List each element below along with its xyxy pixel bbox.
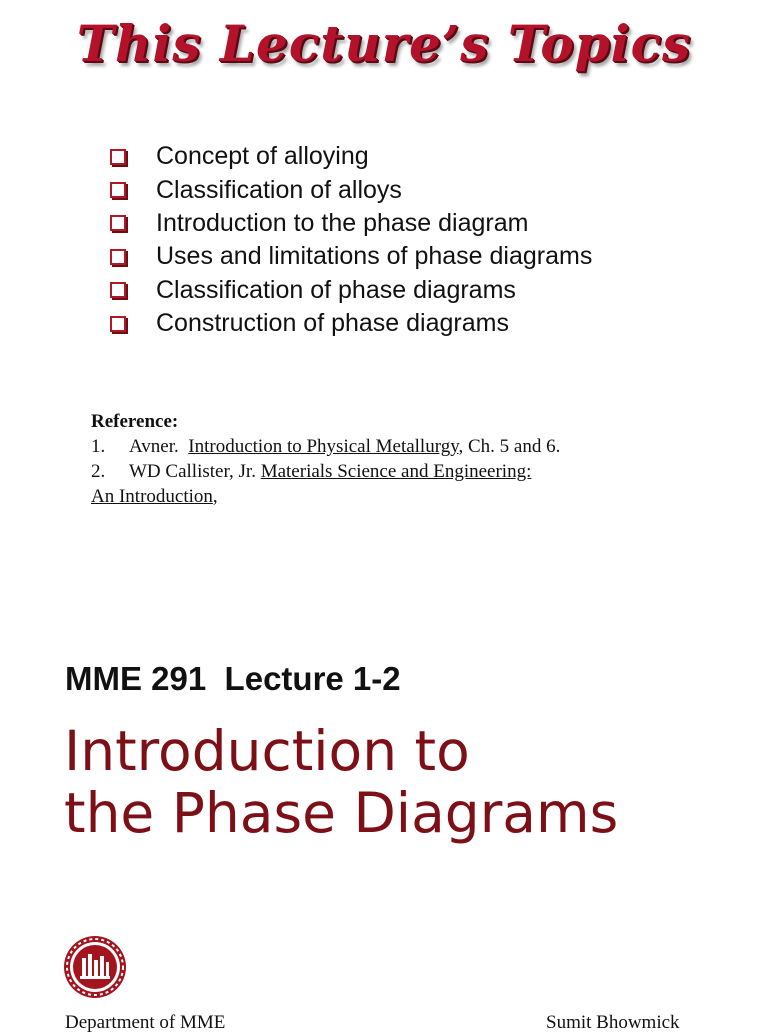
- topic-item: [110, 240, 592, 273]
- topic-label: Construction of phase diagrams: [156, 309, 509, 338]
- lecture-title-line-1: Introduction to: [64, 719, 470, 783]
- reference-rest: ,: [212, 486, 218, 507]
- lecture-title-line-2: the Phase Diagrams: [64, 781, 619, 845]
- checkbox-icon: [110, 316, 126, 332]
- topics-list: [110, 140, 592, 340]
- checkbox-icon: [110, 215, 126, 231]
- checkbox-icon: [110, 249, 126, 265]
- reference-number: 2.: [91, 461, 106, 482]
- reference-item-2: [91, 459, 560, 484]
- topic-item: [110, 307, 592, 340]
- lecture-title: [64, 720, 618, 844]
- topic-item: [110, 274, 592, 307]
- checkbox-icon: [110, 182, 126, 198]
- checkbox-icon: [110, 282, 126, 298]
- topic-label: Concept of alloying: [156, 142, 369, 171]
- topic-item: [110, 140, 592, 173]
- topic-label: Classification of alloys: [156, 175, 402, 204]
- reference-rest: , Ch. 5 and 6.: [458, 436, 561, 457]
- reference-book-title: Materials Science and Engineering:: [260, 461, 532, 482]
- reference-block: [91, 409, 560, 509]
- reference-heading: Reference:: [91, 411, 179, 432]
- topic-label: Uses and limitations of phase diagrams: [156, 242, 593, 271]
- footer-department: Department of MME: [65, 1012, 226, 1033]
- reference-number: 1.: [91, 436, 106, 457]
- topic-label: Introduction to the phase diagram: [156, 208, 529, 237]
- lecture-label: MME 291 Lecture 1-2: [65, 660, 401, 697]
- footer-author: Sumit Bhowmick: [546, 1012, 680, 1033]
- reference-item-2-cont: [91, 484, 560, 509]
- reference-author: Avner.: [129, 436, 179, 457]
- reference-author: WD Callister, Jr.: [129, 461, 256, 482]
- university-logo-icon: [62, 934, 128, 1000]
- topic-label: Classification of phase diagrams: [156, 275, 516, 304]
- topic-item: [110, 173, 592, 206]
- reference-item-1: [91, 434, 560, 459]
- reference-book-title-cont: An Introduction: [91, 486, 213, 507]
- checkbox-icon: [110, 149, 126, 165]
- topic-item: [110, 207, 592, 240]
- slide-title: This Lecture’s Topics: [76, 14, 692, 73]
- reference-book-title: Introduction to Physical Metallurgy: [188, 436, 459, 457]
